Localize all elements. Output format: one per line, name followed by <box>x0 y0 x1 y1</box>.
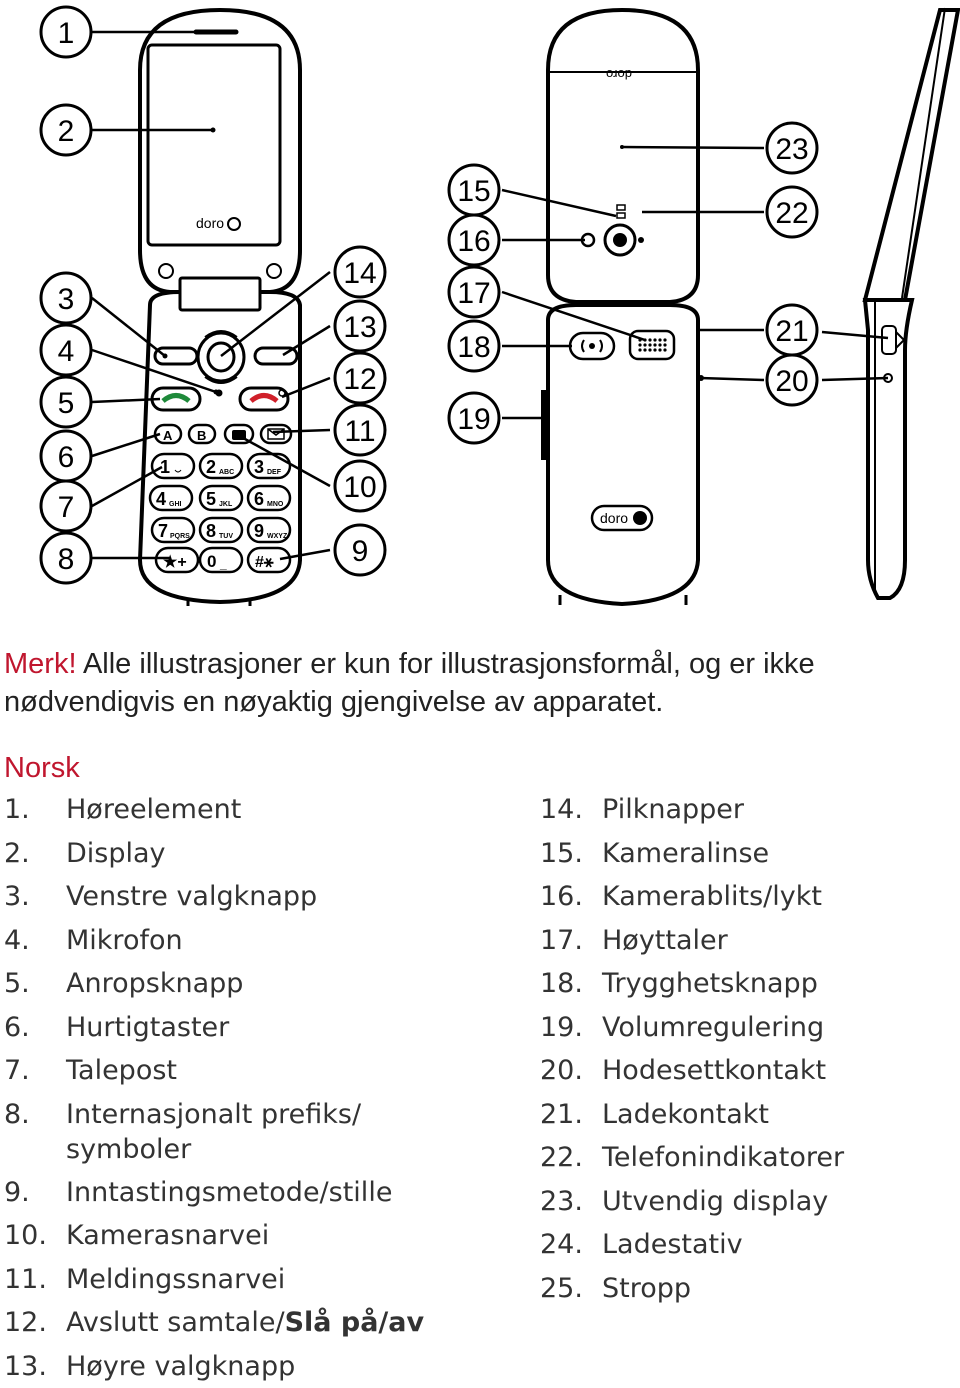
callout-17: 17 <box>457 277 490 310</box>
callout-15: 15 <box>457 175 490 208</box>
legend-item-text: Høreelement <box>66 788 424 832</box>
callout-19: 19 <box>457 403 490 436</box>
callout-4: 4 <box>58 335 75 368</box>
legend-item-text: Inntastingsmetode/stille <box>66 1171 424 1215</box>
legend-item-text: Anropsknapp <box>66 962 424 1006</box>
legend-item-text: Telefonindikatorer <box>602 1136 844 1180</box>
key-3-digit: 3 <box>254 457 264 477</box>
legend-item-text: Utvendig display <box>602 1180 844 1224</box>
legend-item-text: Hodesettkontakt <box>602 1049 844 1093</box>
legend-item-number: 14. <box>540 788 602 832</box>
note-prefix: Merk! <box>4 648 77 680</box>
legend-item-number: 19. <box>540 1006 602 1050</box>
legend-item <box>540 832 844 876</box>
legend-item <box>540 1180 844 1224</box>
back-top-logo: doro <box>606 67 632 82</box>
legend-item-text: Kamerablits/lykt <box>602 875 844 919</box>
callout-8: 8 <box>58 543 75 576</box>
legend-item-text: Kamerasnarvei <box>66 1214 424 1258</box>
legend-item <box>540 875 844 919</box>
phone-illustration <box>0 0 960 620</box>
legend-left-column <box>4 788 424 1388</box>
callout-20: 20 <box>775 365 808 398</box>
key-0-digit: 0 <box>207 552 216 571</box>
front-view <box>140 10 300 606</box>
legend-item-number: 12. <box>4 1301 66 1345</box>
key-3-letters: DEF <box>267 469 282 476</box>
legend-item <box>540 788 844 832</box>
legend-item-number: 17. <box>540 919 602 963</box>
callout-13: 13 <box>343 311 376 344</box>
legend-item-text: Høyre valgknapp <box>66 1345 424 1388</box>
legend-item <box>4 875 424 919</box>
legend-item-number: 16. <box>540 875 602 919</box>
legend-item <box>4 962 424 1006</box>
callout-9: 9 <box>352 535 369 568</box>
legend-item-text: Kameralinse <box>602 832 844 876</box>
legend-item-number: 8. <box>4 1097 66 1167</box>
legend-right-column <box>540 788 844 1310</box>
legend-item-text <box>66 1301 424 1345</box>
key-star-label: ★+ <box>163 554 187 571</box>
legend-item <box>4 1214 424 1258</box>
legend-item-text: Trygghetsknapp <box>602 962 844 1006</box>
callout-22: 22 <box>775 197 808 230</box>
key-b-label: B <box>197 428 206 443</box>
callout-11: 11 <box>344 415 375 448</box>
legend-item-number: 23. <box>540 1180 602 1224</box>
legend-item <box>540 919 844 963</box>
front-logo: doro <box>196 215 224 231</box>
key-9-digit: 9 <box>254 521 264 541</box>
legend-item <box>540 1136 844 1180</box>
key-hash-label: #⚹ <box>255 554 274 571</box>
key-4-letters: GHI <box>169 501 182 508</box>
legend-item-text: Hurtigtaster <box>66 1006 424 1050</box>
key-1-digit: 1 <box>160 457 170 477</box>
legend-item <box>540 1006 844 1050</box>
legend-item <box>4 919 424 963</box>
legend-item-number: 20. <box>540 1049 602 1093</box>
legend-item <box>4 1093 424 1171</box>
legend-language-heading: Norsk <box>4 752 80 785</box>
callout-7: 7 <box>58 491 75 524</box>
legend-item-text: Pilknapper <box>602 788 844 832</box>
legend-item-number: 15. <box>540 832 602 876</box>
legend-item-number: 10. <box>4 1214 66 1258</box>
callout-2: 2 <box>58 115 75 148</box>
legend-item <box>4 1049 424 1093</box>
legend-item-text: Volumregulering <box>602 1006 844 1050</box>
legend-item <box>4 1301 424 1345</box>
legend-item <box>4 1006 424 1050</box>
legend-item-number: 4. <box>4 919 66 963</box>
legend-item <box>540 1223 844 1267</box>
back-logo: doro <box>600 510 628 526</box>
legend-item-text: Høyttaler <box>602 919 844 963</box>
callout-10: 10 <box>343 471 376 504</box>
callout-18: 18 <box>457 331 490 364</box>
side-view <box>865 8 958 598</box>
legend-item-number: 6. <box>4 1006 66 1050</box>
legend-item-number: 22. <box>540 1136 602 1180</box>
callout-21: 21 <box>775 315 808 348</box>
legend-item-number: 11. <box>4 1258 66 1302</box>
disclaimer-note <box>4 645 954 721</box>
back-view <box>544 10 704 605</box>
legend-item-text-bold: Slå på/av <box>285 1307 425 1338</box>
legend-item-text: Display <box>66 832 424 876</box>
legend-item-number: 7. <box>4 1049 66 1093</box>
key-2-digit: 2 <box>206 457 216 477</box>
legend-item-number: 13. <box>4 1345 66 1388</box>
key-7-digit: 7 <box>158 521 168 541</box>
legend-item-number: 18. <box>540 962 602 1006</box>
legend-item-number: 1. <box>4 788 66 832</box>
legend-item <box>540 962 844 1006</box>
note-text: Alle illustrasjoner er kun for illustrasjonsformål, og er ikke nødvendigvis en nøyaktig gjengivelse av apparatet. <box>4 648 815 718</box>
key-2-letters: ABC <box>219 469 234 476</box>
legend-item-number: 5. <box>4 962 66 1006</box>
callout-1: 1 <box>58 17 75 50</box>
callout-5: 5 <box>58 387 75 420</box>
key-5-digit: 5 <box>206 489 216 509</box>
legend-item-text: Ladekontakt <box>602 1093 844 1137</box>
legend-item <box>540 1049 844 1093</box>
legend-item <box>4 1345 424 1388</box>
legend-item <box>4 788 424 832</box>
callout-16: 16 <box>457 225 490 258</box>
key-6-digit: 6 <box>254 489 264 509</box>
key-8-digit: 8 <box>206 521 216 541</box>
key-7-letters: PQRS <box>170 533 190 540</box>
callout-3: 3 <box>58 283 75 316</box>
key-a-label: A <box>163 428 173 443</box>
legend-item <box>4 832 424 876</box>
legend-item <box>4 1258 424 1302</box>
legend-item-number: 9. <box>4 1171 66 1215</box>
key-9-letters: WXYZ <box>267 533 288 540</box>
legend-item-number: 25. <box>540 1267 602 1311</box>
legend-item-number: 3. <box>4 875 66 919</box>
callout-12: 12 <box>343 363 376 396</box>
legend-item-number: 21. <box>540 1093 602 1137</box>
key-0-sub: _ <box>219 557 227 571</box>
legend-item <box>540 1093 844 1137</box>
legend-item <box>4 1171 424 1215</box>
key-8-letters: TUV <box>219 533 233 540</box>
key-6-letters: MNO <box>267 501 284 508</box>
legend-item-text-plain: Avslutt samtale/ <box>66 1307 285 1338</box>
legend-item-text: Stropp <box>602 1267 844 1311</box>
legend-item-text: Mikrofon <box>66 919 424 963</box>
legend-item-text: Talepost <box>66 1049 424 1093</box>
key-4-digit: 4 <box>156 489 166 509</box>
legend-item-text: Ladestativ <box>602 1223 844 1267</box>
legend-item <box>540 1267 844 1311</box>
callout-23: 23 <box>775 133 808 166</box>
callout-6: 6 <box>58 441 75 474</box>
callout-14: 14 <box>343 257 376 290</box>
key-5-letters: JKL <box>219 501 233 508</box>
legend-item-text: Meldingssnarvei <box>66 1258 424 1302</box>
legend-item-number: 2. <box>4 832 66 876</box>
legend-item-text: Venstre valgknapp <box>66 875 424 919</box>
legend-item-text: Internasjonalt prefiks/ symboler <box>66 1097 386 1167</box>
legend-item-number: 24. <box>540 1223 602 1267</box>
